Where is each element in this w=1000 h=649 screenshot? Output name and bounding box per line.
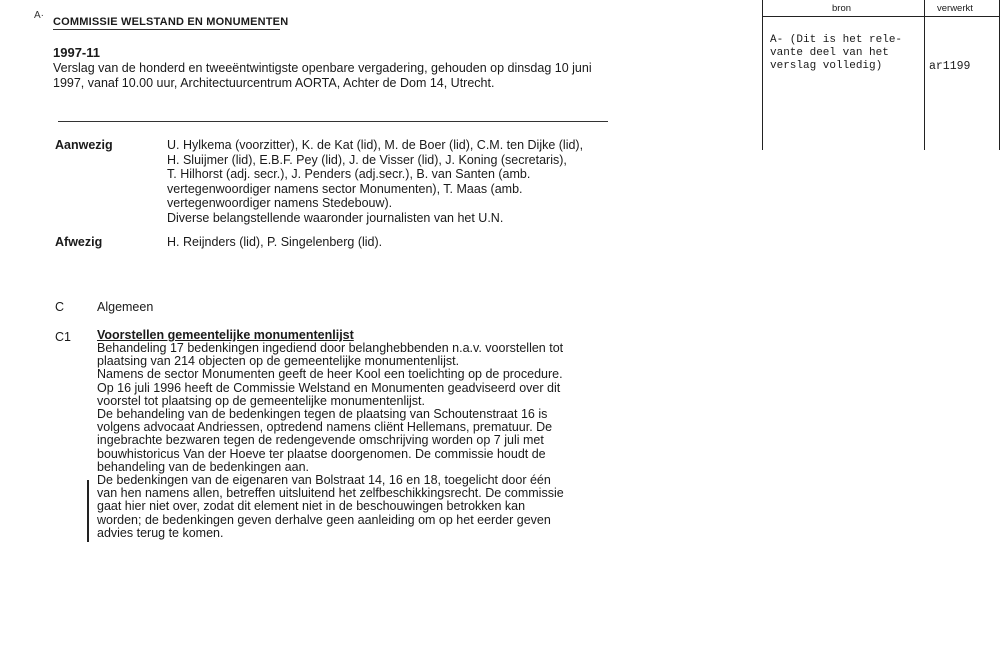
table-header-rule	[762, 16, 1000, 17]
body-line: De bedenkingen van de eigenaren van Bolstraat 14, 16 en 18, toegelicht door één	[97, 473, 551, 488]
present-line: Diverse belangstellende waaronder journalisten van het U.N.	[167, 210, 504, 225]
note-line: verslag volledig)	[770, 60, 883, 72]
margin-marker: A·	[34, 10, 44, 21]
intro-line: Verslag van de honderd en tweeëntwintigste openbare vergadering, gehouden op dinsdag 10 juni	[53, 61, 592, 75]
organization-title: COMMISSIE WELSTAND EN MONUMENTEN	[53, 16, 289, 28]
present-label: Aanwezig	[55, 138, 113, 152]
body-line: Op 16 juli 1996 heeft de Commissie Welstand en Monumenten geadviseerd over dit	[97, 380, 561, 395]
body-line: behandeling van de bedenkingen aan.	[97, 459, 309, 474]
section-title: Algemeen	[97, 300, 154, 314]
subsection-body	[97, 342, 627, 540]
body-line: plaatsing van 214 objecten op de gemeentelijke monumentenlijst.	[97, 354, 460, 369]
body-line: gaat hier niet over, zodat dit element niet in de beschouwingen betrokken kan	[97, 499, 526, 514]
note-line: vante deel van het	[770, 47, 889, 59]
present-list	[167, 138, 637, 225]
processed-code: ar1199	[929, 60, 971, 73]
note-line: A- (Dit is het rele-	[770, 34, 903, 46]
intro-text	[53, 61, 653, 91]
present-line: U. Hylkema (voorzitter), K. de Kat (lid), M. de Boer (lid), C.M. ten Dijke (lid),	[167, 138, 584, 152]
subsection-title: Voorstellen gemeentelijke monumentenlijst	[97, 328, 354, 342]
body-line: De behandeling van de bedenkingen tegen de plaatsing van Schoutenstraat 16 is	[97, 407, 548, 422]
body-line: bouwhistoricus Van der Hoeve ter plaatse doorgenomen. De commissie houdt de	[97, 446, 546, 461]
margin-bar	[87, 480, 89, 542]
body-line: volgens advocaat Andriessen, optredend namens cliënt Hellemans, prematuur. De	[97, 420, 553, 435]
present-line: vertegenwoordiger namens Stedebouw).	[167, 196, 393, 210]
present-line: H. Sluijmer (lid), E.B.F. Pey (lid), J. de Visser (lid), J. Koning (secretaris),	[167, 152, 567, 167]
document-number: 1997-11	[53, 45, 100, 60]
present-line: T. Hilhorst (adj. secr.), J. Penders (adj.secr.), B. van Santen (amb.	[167, 167, 531, 181]
body-line: voorstel tot plaatsing op de gemeentelijke monumentenlijst.	[97, 393, 425, 408]
column-header-processed: verwerkt	[937, 3, 973, 14]
body-line: Behandeling 17 bedenkingen ingediend door belanghebbenden n.a.v. voorstellen tot	[97, 341, 564, 355]
body-line: Namens de sector Monumenten geeft de heer Kool een toelichting op de procedure.	[97, 367, 563, 382]
body-line: worden; de bedenkingen geven derhalve geen aanleiding om op het eerder geven	[97, 512, 551, 527]
source-table	[762, 0, 1000, 150]
present-line: vertegenwoordiger namens sector Monumenten), T. Maas (amb.	[167, 181, 523, 196]
table-border-left	[762, 0, 763, 150]
intro-line: 1997, vanaf 10.00 uur, Architectuurcentrum AORTA, Achter de Dom 14, Utrecht.	[53, 76, 495, 90]
absent-text: H. Reijnders (lid), P. Singelenberg (lid).	[167, 235, 383, 249]
body-line: van hen namens allen, betreffen uitsluitend het zelfbeschikkingsrecht. De commissie	[97, 486, 564, 501]
title-underline	[53, 29, 280, 30]
horizontal-divider	[58, 121, 608, 122]
body-line: ingebrachte bezwaren tegen de redengevende omschrijving worden op 7 juli met	[97, 433, 544, 448]
section-code: C	[55, 300, 65, 314]
table-border-middle	[924, 0, 925, 150]
body-line: advies terug te komen.	[97, 525, 224, 540]
absent-label: Afwezig	[55, 235, 103, 249]
column-header-source: bron	[832, 3, 852, 14]
source-note	[770, 34, 920, 73]
subsection-code: C1	[55, 330, 71, 344]
